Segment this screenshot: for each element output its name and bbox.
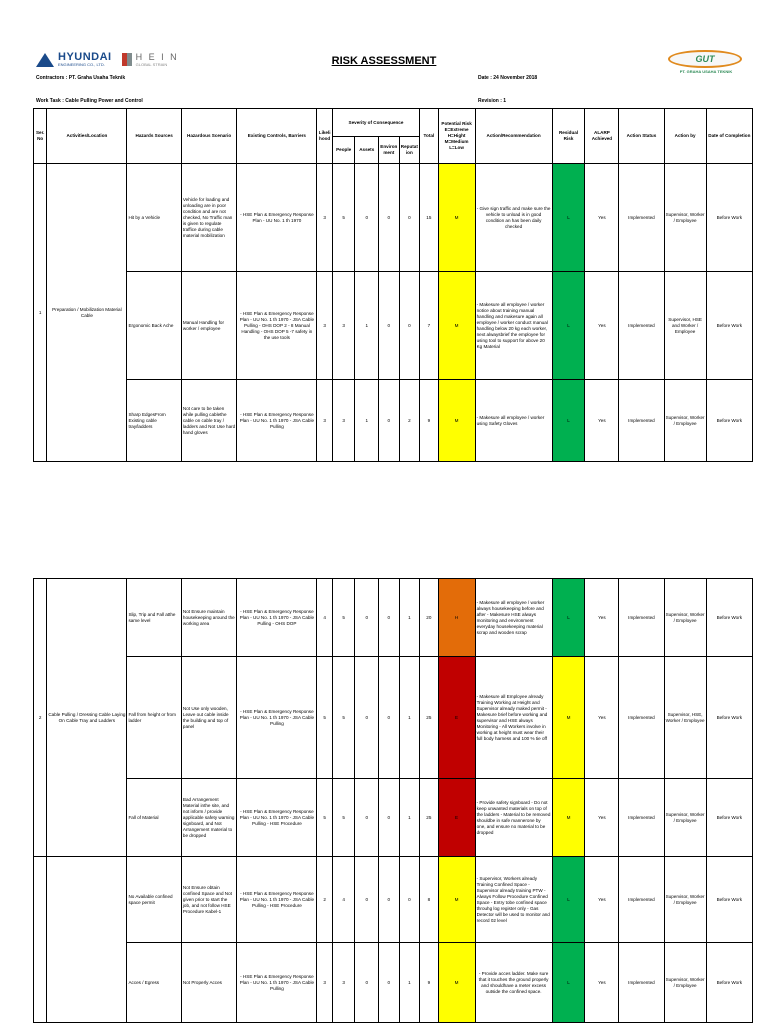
table-row xyxy=(34,272,753,380)
residual-risk: M xyxy=(552,779,585,857)
alarp: Yes xyxy=(585,943,619,1023)
likelihood: 3 xyxy=(317,380,332,462)
gut-logo-mark: GUT xyxy=(668,50,742,68)
environment: 0 xyxy=(379,380,400,462)
hyundai-name: HYUNDAI xyxy=(58,51,112,63)
col-action: Action/Recommendation xyxy=(475,109,552,164)
col-action-by: Action by xyxy=(664,109,706,164)
col-likelihood: Likeli hood xyxy=(317,109,332,164)
date: Date : 24 November 2018 xyxy=(478,75,538,81)
total: 25 xyxy=(420,779,438,857)
residual-risk: L xyxy=(552,857,585,943)
action: - Makesure all employee / worker notice about training manual handling and makesure again all employee / worker conduct manual handling below 20 kg each worker, next alwaysbrief the employee for using tool to support for above 20 Kg Material xyxy=(475,272,552,380)
col-hazardous-scenario: Hazardous Scenario xyxy=(181,109,236,164)
activity: Cable Pulling / Dressing Cable Laying On Cable Tray and Ladders xyxy=(47,579,127,857)
alarp: Yes xyxy=(585,857,619,943)
col-activities: Activities/Location xyxy=(47,109,127,164)
environment: 0 xyxy=(379,943,400,1023)
ser-no xyxy=(34,857,47,1023)
existing-controls: - HSE Plan & Emergency Response Plan - UU No. 1 th 1970 - JSA Cable Pulling xyxy=(237,943,317,1023)
existing-controls: - HSE Plan & Emergency Response Plan - UU No. 1 th 1970 - JSA Cable Pulling - OHS DOP 2 - 8 Manual Handling - OHS DOP 5 -7 safety in the use tools xyxy=(237,272,317,380)
reputation: 0 xyxy=(399,857,420,943)
hazard-source: Fall of Material xyxy=(127,779,181,857)
people: 3 xyxy=(332,943,355,1023)
table-row xyxy=(34,857,753,943)
total: 9 xyxy=(420,380,438,462)
activity xyxy=(47,857,127,1023)
total: 20 xyxy=(420,579,438,657)
action: - Supervisor, Workers already Training Confined Space - Supervisor already training PTW - Always Follow Procedure Confined Space - Entry tobe confined space throuhg log register only - Gas Detector will be used to monitor and record 02 level xyxy=(475,857,552,943)
people: 3 xyxy=(332,272,355,380)
likelihood: 5 xyxy=(317,779,332,857)
existing-controls: - HSE Plan & Emergency Response Plan - UU No. 1 th 1970 - JSA Cable Pulling - HSE Procedure xyxy=(237,779,317,857)
date-completion: Before Work xyxy=(706,779,752,857)
table-row xyxy=(34,779,753,857)
page-title: RISK ASSESSMENT xyxy=(331,55,437,67)
assets: 1 xyxy=(355,380,379,462)
alarp: Yes xyxy=(585,272,619,380)
hein-sub: GLOBAL STRAIN xyxy=(135,61,168,67)
potential-risk: E xyxy=(438,779,475,857)
col-reputation: Reputat ion xyxy=(399,137,420,164)
hazard-source: Fall from height or from ladder xyxy=(127,657,181,779)
action-by: Supervisor, Worker / Employee xyxy=(664,857,706,943)
environment: 0 xyxy=(379,164,400,272)
existing-controls: - HSE Plan & Emergency Response Plan - UU No. 1 th 1970 - JSA Cable Pulling - HSE Procedure xyxy=(237,857,317,943)
date-completion: Before Work xyxy=(706,657,752,779)
hazardous-scenario: Bad Arrangement Material inthe site, and not inform / provide applicable safety warning signboard, and Not Arrangement material to be dropped xyxy=(181,779,236,857)
assets: 0 xyxy=(355,943,379,1023)
col-existing-controls: Existing Controls, Barriers xyxy=(237,109,317,164)
existing-controls: - HSE Plan & Emergency Response Plan - UU No. 1 th 1970 - JSA Cable Pulling - OHS DOP xyxy=(237,579,317,657)
total: 25 xyxy=(420,657,438,779)
total: 7 xyxy=(420,272,438,380)
revision: Revision : 1 xyxy=(478,98,507,104)
action-by: Supervisor, HSE and Worker / Employee xyxy=(664,272,706,380)
residual-risk: L xyxy=(552,943,585,1023)
date-completion: Before Work xyxy=(706,164,752,272)
hazardous-scenario: Not care to be taken while pulling cablethe cable on cable tray / ladders and Not Use hard hand gloves xyxy=(181,380,236,462)
potential-risk: M xyxy=(438,857,475,943)
hazard-source: Slip, Trip and Fall atthe same level xyxy=(127,579,181,657)
likelihood: 3 xyxy=(317,272,332,380)
people: 4 xyxy=(332,857,355,943)
hazardous-scenario: Manual Handling for worker / employee xyxy=(181,272,236,380)
hyundai-sub: ENGINEERING CO., LTD. xyxy=(58,62,105,67)
people: 5 xyxy=(332,164,355,272)
assets: 0 xyxy=(355,579,379,657)
action-by: Supervisor, Worker / Employee xyxy=(664,164,706,272)
ser-no: 2 xyxy=(34,579,47,857)
hazard-source: Ergonomic Back Ache xyxy=(127,272,181,380)
assets: 0 xyxy=(355,657,379,779)
potential-risk: H xyxy=(438,579,475,657)
action: - Makesure all employee / worker always housekeeping before and after - Makesure HSE always monitoring and environment everyday housekeeping material scrap and wooden scrap xyxy=(475,579,552,657)
activity: Preparation / Mobilization Material Cable xyxy=(47,164,127,462)
action: - Provide safety signboard - Do not keep unwanted materials on top of the ladders - Material to be removed shouldbe in safe mannerone by one, and ensure no material to be dropped xyxy=(475,779,552,857)
environment: 0 xyxy=(379,657,400,779)
col-alarp: ALARP Achieved xyxy=(585,109,619,164)
reputation: 1 xyxy=(399,943,420,1023)
environment: 0 xyxy=(379,857,400,943)
alarp: Yes xyxy=(585,164,619,272)
likelihood: 3 xyxy=(317,164,332,272)
col-people: People xyxy=(332,137,355,164)
residual-risk: M xyxy=(552,657,585,779)
table-row xyxy=(34,380,753,462)
action-by: Supervisor, Worker / Employee xyxy=(664,380,706,462)
action-by: Supervisor, Worker / Employee xyxy=(664,779,706,857)
total: 9 xyxy=(420,943,438,1023)
total: 15 xyxy=(420,164,438,272)
action: - Makesure all Employee already Training Working at Height and Supervisor already maked permit - Makesure brief before working and supervisor and HSE always Monitoring - All Workers involve in working at height must wear their full body harness and 100 % tie off xyxy=(475,657,552,779)
hazard-source: Acces / Egress xyxy=(127,943,181,1023)
hazardous-scenario: Not Properly Acces xyxy=(181,943,236,1023)
col-status: Action Status xyxy=(619,109,664,164)
total: 8 xyxy=(420,857,438,943)
risk-table-page2 xyxy=(33,578,753,1023)
reputation: 0 xyxy=(399,164,420,272)
assets: 1 xyxy=(355,272,379,380)
status: Implemented xyxy=(619,943,664,1023)
assets: 0 xyxy=(355,779,379,857)
work-task: Work Task : Cable Pulling Power and Control xyxy=(36,98,143,104)
gut-logo-sub: PT. GRAHA USAHA TEKNIK xyxy=(679,69,733,74)
assets: 0 xyxy=(355,164,379,272)
action: - Give sign traffic and make sure the vehicle to unload is in good condition an has been daily checked xyxy=(475,164,552,272)
ser-no: 1 xyxy=(34,164,47,462)
people: 5 xyxy=(332,779,355,857)
existing-controls: - HSE Plan & Emergency Response Plan - UU No. 1 th 1970 - JSA Cable Pulling xyxy=(237,380,317,462)
potential-risk: E xyxy=(438,657,475,779)
alarp: Yes xyxy=(585,380,619,462)
status: Implemented xyxy=(619,657,664,779)
residual-risk: L xyxy=(552,272,585,380)
environment: 0 xyxy=(379,779,400,857)
action: - Makesure all employee / worker using Safety Gloves xyxy=(475,380,552,462)
status: Implemented xyxy=(619,164,664,272)
action-by: Supervisor, Worker / Employee xyxy=(664,943,706,1023)
date-completion: Before Work xyxy=(706,943,752,1023)
alarp: Yes xyxy=(585,579,619,657)
potential-risk: M xyxy=(438,943,475,1023)
hazard-source: Sharp EdgesFrom Existing cable tray/ladders xyxy=(127,380,181,462)
table-row xyxy=(34,579,753,657)
status: Implemented xyxy=(619,272,664,380)
hazard-source: No Available confined space permit xyxy=(127,857,181,943)
alarp: Yes xyxy=(585,657,619,779)
likelihood: 5 xyxy=(317,657,332,779)
people: 3 xyxy=(332,380,355,462)
table-row xyxy=(34,943,753,1023)
col-potential-risk: Potential Risk E=Extreme H=Hight M=Medium L=Low xyxy=(438,109,475,164)
status: Implemented xyxy=(619,857,664,943)
col-hazard-sources: Hazards Sources xyxy=(127,109,181,164)
reputation: 1 xyxy=(399,657,420,779)
date-completion: Before Work xyxy=(706,579,752,657)
col-severity: Severity of Consequence xyxy=(332,109,419,137)
hazardous-scenario: Not Ensure maintain housekeeping around the working area xyxy=(181,579,236,657)
likelihood: 4 xyxy=(317,579,332,657)
col-environment: Environ ment xyxy=(379,137,400,164)
action: - Provide acces ladder. Make sure that it touches the ground properly and shouldhave a meter excess outside the confined space. xyxy=(475,943,552,1023)
people: 5 xyxy=(332,657,355,779)
likelihood: 3 xyxy=(317,943,332,1023)
reputation: 2 xyxy=(399,380,420,462)
status: Implemented xyxy=(619,579,664,657)
potential-risk: M xyxy=(438,380,475,462)
date-completion: Before Work xyxy=(706,272,752,380)
reputation: 1 xyxy=(399,579,420,657)
residual-risk: L xyxy=(552,164,585,272)
header-row xyxy=(34,109,753,137)
potential-risk: M xyxy=(438,272,475,380)
people: 5 xyxy=(332,579,355,657)
potential-risk: M xyxy=(438,164,475,272)
alarp: Yes xyxy=(585,779,619,857)
hazardous-scenario: Vehicle for loading and unloading are in poor condition and are not checked, No Traffic man is given to regulate traffice during cable material mobilization xyxy=(181,164,236,272)
col-date-completion: Date of Completion xyxy=(706,109,752,164)
col-ser: Ser. No xyxy=(34,109,47,164)
hazardous-scenario: Not Ensure obtain confined Space and Not given prior to start the job, and not follow HSE Procedure Kabel-1 xyxy=(181,857,236,943)
environment: 0 xyxy=(379,579,400,657)
likelihood: 2 xyxy=(317,857,332,943)
status: Implemented xyxy=(619,380,664,462)
contractors: Contractors : PT. Graha Usaha Teknik xyxy=(36,75,126,81)
assets: 0 xyxy=(355,857,379,943)
existing-controls: - HSE Plan & Emergency Response Plan - UU No. 1 th 1970 - JSA Cable Pulling xyxy=(237,657,317,779)
col-total: Total xyxy=(420,109,438,164)
reputation: 1 xyxy=(399,779,420,857)
action-by: Supervisor, Worker / Employee xyxy=(664,579,706,657)
environment: 0 xyxy=(379,272,400,380)
residual-risk: L xyxy=(552,579,585,657)
residual-risk: L xyxy=(552,380,585,462)
table-row xyxy=(34,164,753,272)
hein-name: H E I N xyxy=(135,51,179,62)
date-completion: Before Work xyxy=(706,380,752,462)
risk-table-page1 xyxy=(33,108,753,462)
hazardous-scenario: Not Use only wooden, Leave out cable inside the building and top of panel xyxy=(181,657,236,779)
status: Implemented xyxy=(619,779,664,857)
table-row xyxy=(34,657,753,779)
gut-logo xyxy=(668,50,744,74)
action-by: Supervisor, HSE, Worker / Employee xyxy=(664,657,706,779)
reputation: 0 xyxy=(399,272,420,380)
date-completion: Before Work xyxy=(706,857,752,943)
col-residual: Residual Risk xyxy=(552,109,585,164)
col-assets: Assets xyxy=(355,137,379,164)
existing-controls: - HSE Plan & Emergency Response Plan - UU No. 1 th 1970 xyxy=(237,164,317,272)
hazard-source: Hit by a Vehicle xyxy=(127,164,181,272)
